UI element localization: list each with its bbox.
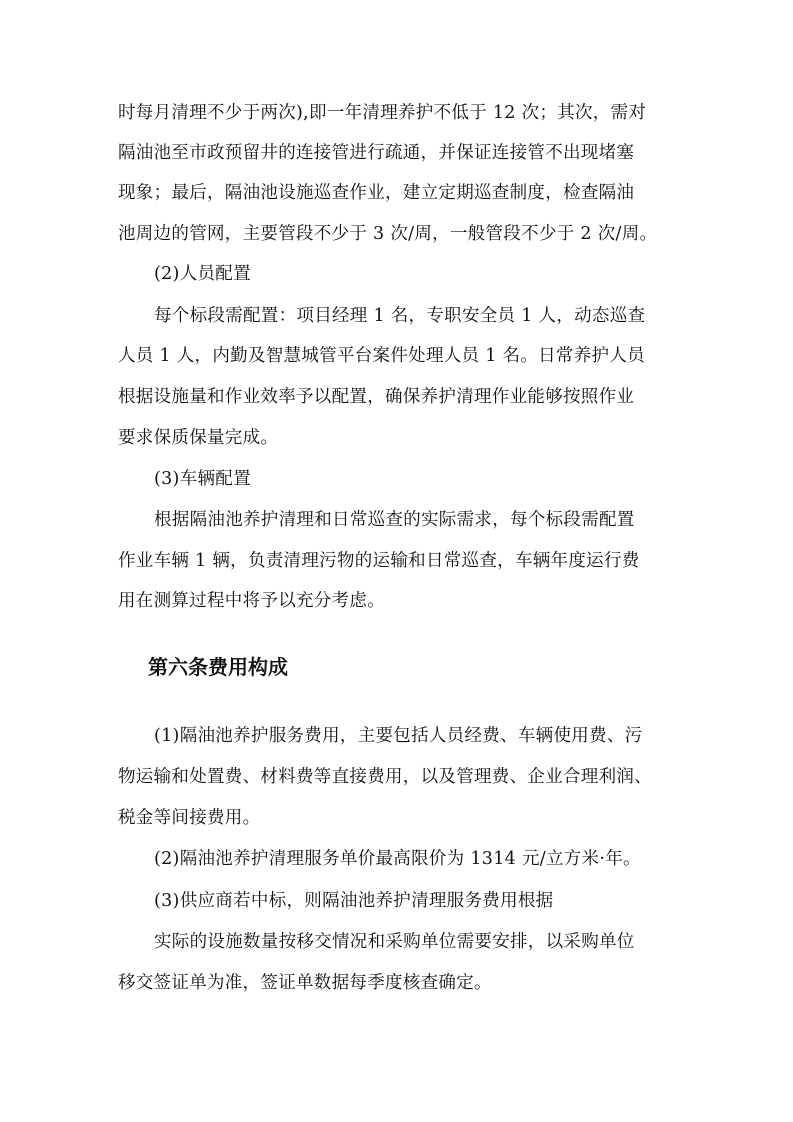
- paragraph-line: 人员 1 人，内勤及智慧城管平台案件处理人员 1 名。日常养护人员: [118, 346, 645, 366]
- paragraph-line: 根据隔油池养护清理和日常巡查的实际需求，每个标段需配置: [154, 510, 635, 530]
- paragraph-line: 根据设施量和作业效率予以配置，确保养护清理作业能够按照作业: [118, 387, 635, 407]
- paragraph-line: (2)隔油池养护清理服务单价最高限价为 1314 元/立方米·年。: [154, 849, 641, 869]
- subheading-vehicles: (3)车辆配置: [154, 469, 251, 489]
- paragraph-line: 用在测算过程中将予以充分考虑。: [118, 591, 385, 611]
- paragraph-line: 移交签证单为准，签证单数据每季度核查确定。: [118, 973, 492, 993]
- paragraph-line: 税金等间接费用。: [118, 808, 261, 828]
- paragraph-line: (3)供应商若中标，则隔油池养护清理服务费用根据: [154, 891, 554, 911]
- paragraph-line: (1)隔油池养护服务费用，主要包括人员经费、车辆使用费、污: [154, 726, 643, 746]
- subheading-personnel: (2)人员配置: [154, 264, 251, 284]
- paragraph-line: 现象；最后，隔油池设施巡查作业，建立定期巡查制度，检查隔油: [118, 183, 635, 203]
- paragraph-line: 物运输和处置费、材料费等直接费用，以及管理费、企业合理利润、: [118, 767, 652, 787]
- paragraph-line: 隔油池至市政预留井的连接管进行疏通，并保证连接管不出现堵塞: [118, 143, 635, 163]
- paragraph-line: 实际的设施数量按移交情况和采购单位需要安排，以采购单位: [154, 932, 635, 952]
- paragraph-line: 池周边的管网，主要管段不少于 3 次/周，一般管段不少于 2 次/周。: [118, 224, 658, 244]
- section-heading: 第六条费用构成: [148, 655, 288, 679]
- paragraph-line: 要求保质保量完成。: [118, 428, 279, 448]
- paragraph-line: 每个标段需配置：项目经理 1 名，专职安全员 1 人，动态巡查: [154, 306, 646, 326]
- paragraph-line: 作业车辆 1 辆，负责清理污物的运输和日常巡查，车辆年度运行费: [118, 551, 640, 571]
- paragraph-line: 时每月清理不少于两次),即一年清理养护不低于 12 次；其次，需对: [118, 103, 647, 123]
